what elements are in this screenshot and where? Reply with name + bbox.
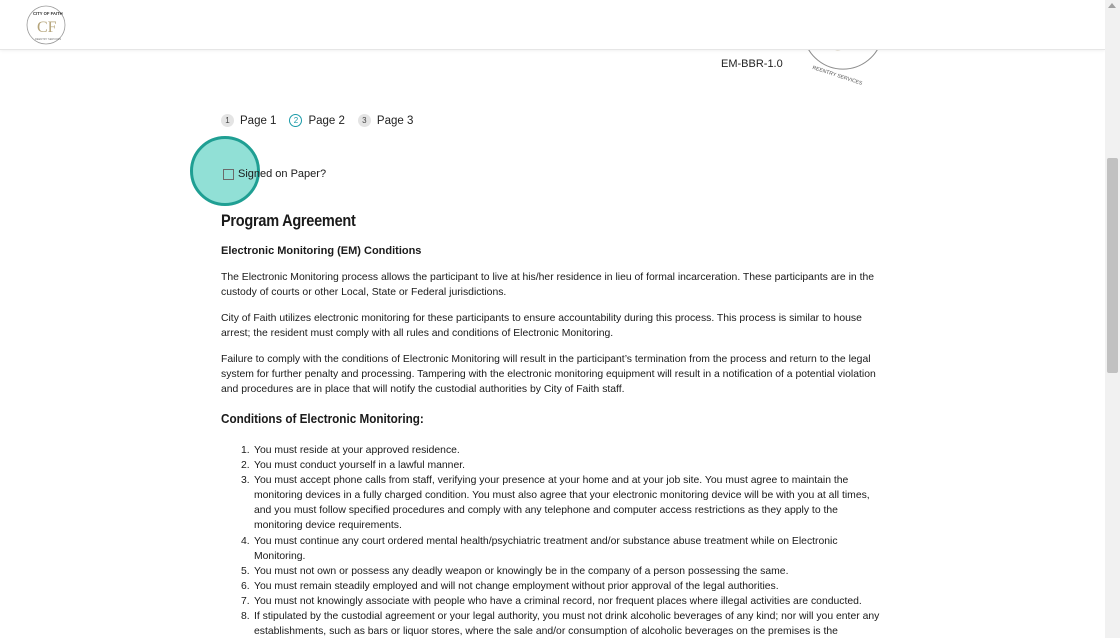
list-item: 3. You must accept phone calls from staff, verifying your presence at your home and at your job site. You must agree to maintain the monitoring devices in a fully charged condition. You must also agree that your electronic monitoring device will be with you at all times, and you must follow specified procedures and comply with any telephone and computer access restrictions as they apply to the monitoring device requirements. [241, 475, 870, 532]
conditions-list [241, 443, 886, 638]
step-label: Page 2 [308, 114, 345, 127]
document-code: EM-BBR-1.0 [721, 58, 783, 70]
logo-subtitle-small: REENTRY SERVICES [35, 38, 62, 41]
paragraph: Failure to comply with the conditions of Electronic Monitoring will result in the participant’s termination from the process and return to the legal system for further penalty and processing. Tampering with the electronic monitoring equipment will result in a notification of a potential violation and procedures are in place that will notify the custodial authorities by City of Faith staff. [221, 354, 876, 396]
step-label: Page 1 [240, 114, 277, 127]
scroll-thumb[interactable] [1107, 158, 1118, 373]
logo-title-text: CITY OF FAITH [33, 11, 63, 16]
signed-on-paper-label: Signed on Paper? [238, 168, 327, 180]
list-item: 7. You must not knowingly associate with people who have a criminal record, nor frequent places where illegal activities are conducted. [241, 595, 862, 607]
page-steps [221, 114, 426, 127]
page-title: Program Agreement [221, 212, 356, 230]
list-item: 1. You must reside at your approved residence. [241, 445, 460, 456]
vertical-scrollbar[interactable] [1105, 0, 1120, 638]
step-page-2[interactable] [289, 114, 344, 127]
paragraph: City of Faith utilizes electronic monitoring for these participants to ensure accountability during this process. This process is similar to house arrest; the resident must comply with all rules and conditions of Electronic Monitoring. [221, 313, 862, 340]
list-item: 2. You must conduct yourself in a lawful manner. [241, 460, 466, 472]
signed-on-paper-checkbox[interactable] [223, 169, 234, 180]
list-item: 8. If stipulated by the custodial agreement or your legal authority, you must not drink alcoholic beverages of any kind; nor will you enter any establishments, such as bars or liquor stores, where the sale and/or consumption of alcoholic beverages on the premises is the [241, 611, 880, 638]
top-header [0, 0, 1105, 50]
step-number: 1 [221, 114, 234, 127]
scroll-up-arrow-icon[interactable] [1108, 3, 1116, 8]
logo-monogram-small: CF [37, 19, 57, 36]
step-label: Page 3 [376, 114, 414, 127]
step-page-3[interactable] [358, 114, 413, 127]
logo-subtitle: REENTRY SERVICES [811, 65, 863, 87]
section-subtitle: Electronic Monitoring (EM) Conditions [221, 245, 422, 257]
list-item: 6. You must remain steadily employed and will not change employment without prior approval of the legal authorities. [241, 580, 779, 592]
list-item: 5. You must not own or possess any deadly weapon or knowingly be in the company of a person possessing the same. [241, 565, 789, 577]
step-number: 2 [289, 114, 302, 127]
step-page-1[interactable] [221, 114, 276, 127]
conditions-heading: Conditions of Electronic Monitoring: [221, 411, 424, 426]
paragraph: The Electronic Monitoring process allows the participant to live at his/her residence in lieu of formal incarceration. These participants are in the custody of courts or other Local, State or Federal jurisdictions. [221, 272, 875, 299]
list-item: 4. You must continue any court ordered mental health/psychiatric treatment and/or substance abuse treatment while on Electronic Monitoring. [241, 535, 838, 562]
signed-on-paper-row [223, 168, 326, 180]
city-of-faith-logo[interactable] [25, 4, 67, 46]
step-number: 3 [358, 114, 371, 127]
